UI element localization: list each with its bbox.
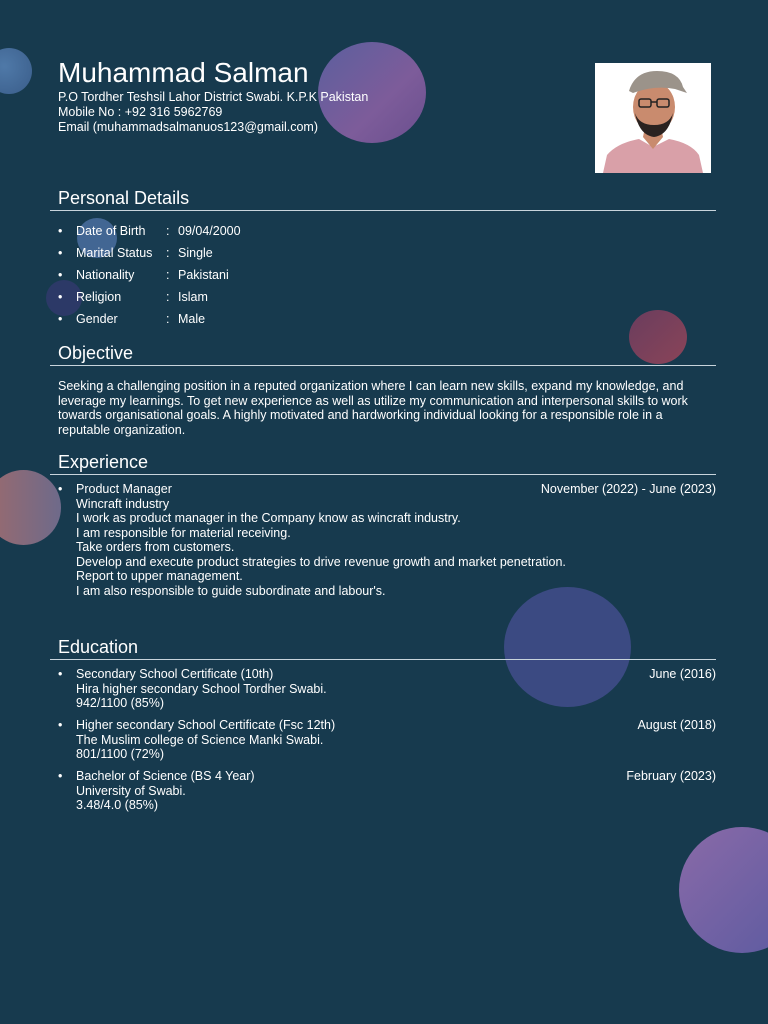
- detail-row: [58, 246, 358, 268]
- bullet: •: [58, 667, 63, 681]
- duty-line: I am responsible for material receiving.: [76, 525, 291, 540]
- detail-row: [58, 224, 358, 246]
- detail-row: [58, 312, 358, 334]
- institution-name: University of Swabi.: [76, 783, 186, 798]
- education-result: 942/1100 (85%): [76, 696, 165, 710]
- section-title-objective: Objective: [58, 343, 134, 363]
- duty-line: I am also responsible to guide subordinate and labour's.: [76, 583, 386, 598]
- degree-name: Higher secondary School Certificate (Fsc 12th): [76, 718, 336, 732]
- detail-label: • Religion: [76, 290, 122, 304]
- detail-row: [58, 290, 358, 312]
- detail-label: • Date of Birth: [76, 224, 146, 238]
- detail-row: [58, 268, 358, 290]
- company-name: Wincraft industry: [76, 496, 170, 511]
- education-entry: [58, 718, 716, 762]
- detail-label: • Nationality: [76, 268, 135, 282]
- duty-line: Take orders from customers.: [76, 540, 235, 554]
- experience-dates: November (2022) - June (2023): [540, 482, 716, 496]
- education-entry: [58, 667, 716, 711]
- bullet: •: [58, 718, 63, 732]
- education-date: June (2016): [649, 667, 716, 681]
- education-entry: [58, 769, 716, 813]
- detail-label: • Marital Status: [76, 246, 153, 260]
- bullet: •: [58, 769, 63, 783]
- section-divider: [50, 474, 716, 475]
- personal-details-list: [58, 224, 358, 334]
- section-title-education: Education: [58, 637, 139, 657]
- section-title-personal: Personal Details: [58, 188, 190, 208]
- section-divider: [50, 210, 716, 211]
- degree-name: Bachelor of Science (BS 4 Year): [76, 769, 255, 783]
- duty-line: I work as product manager in the Company know as wincraft industry.: [76, 511, 461, 525]
- address-line: P.O Tordher Teshsil Lahor District Swabi. K.P.K Pakistan: [58, 90, 369, 104]
- profile-photo-image: [595, 63, 711, 173]
- detail-separator: :: [166, 290, 170, 304]
- detail-separator: :: [166, 246, 170, 260]
- experience-entry: [58, 482, 716, 598]
- candidate-name: Muhammad Salman: [58, 57, 309, 88]
- detail-value: Islam: [178, 290, 208, 304]
- education-result: 801/1100 (72%): [76, 747, 165, 761]
- objective-text: Seeking a challenging position in a reputed organization where I can learn new skills, expand my knowledge, and leverage my learnings. To get new experience as well as utilize my communication and interpersonal skills to work towards organisational goals. A highly motivated and hardworking individual looking for a responsible role in a reputable organization.: [58, 379, 688, 437]
- detail-value: Male: [178, 312, 206, 326]
- email-line: Email (muhammadsalmanuos123@gmail.com): [58, 120, 319, 134]
- mobile-line: Mobile No : +92 316 5962769: [58, 105, 223, 119]
- detail-separator: :: [166, 312, 170, 326]
- detail-value: 09/04/2000: [178, 224, 241, 238]
- section-divider: [50, 659, 716, 660]
- bullet: •: [58, 482, 63, 496]
- education-date: February (2023): [626, 769, 716, 783]
- institution-name: Hira higher secondary School Tordher Swabi.: [76, 681, 327, 696]
- duty-line: Develop and execute product strategies to drive revenue growth and market penetration.: [76, 554, 566, 569]
- contact-info: [58, 90, 368, 135]
- institution-name: The Muslim college of Science Manki Swabi.: [76, 732, 324, 747]
- profile-photo: [595, 63, 711, 173]
- detail-label: • Gender: [76, 312, 118, 326]
- detail-separator: :: [166, 268, 170, 282]
- duty-line: Report to upper management.: [76, 569, 243, 583]
- detail-value: Pakistani: [178, 268, 229, 282]
- detail-separator: :: [166, 224, 170, 238]
- education-result: 3.48/4.0 (85%): [76, 798, 158, 812]
- section-title-experience: Experience: [58, 452, 149, 472]
- degree-name: Secondary School Certificate (10th): [76, 667, 274, 681]
- education-date: August (2018): [637, 718, 716, 732]
- section-divider: [50, 365, 716, 366]
- job-title: Product Manager: [76, 482, 172, 496]
- detail-value: Single: [178, 246, 213, 260]
